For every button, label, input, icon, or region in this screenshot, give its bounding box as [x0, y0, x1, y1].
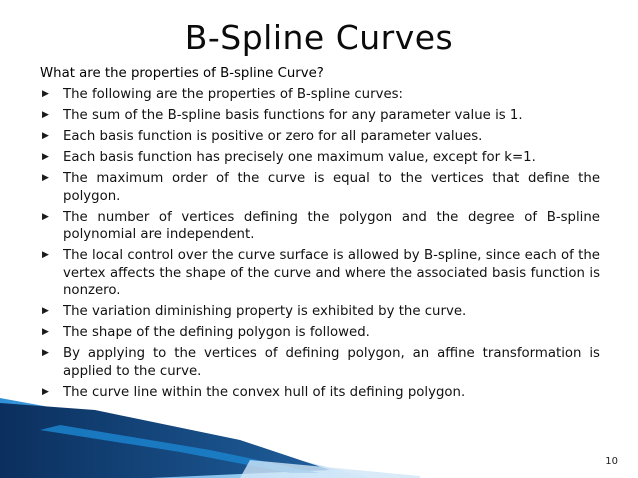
- bullet-arrow-icon: ▶: [42, 306, 49, 316]
- slide-subtitle: What are the properties of B-spline Curve?: [40, 66, 324, 81]
- bullet-text: By applying to the vertices of defining polygon, an affine transformation is applied to the curve.: [63, 346, 600, 379]
- bullet-arrow-icon: ▶: [42, 173, 49, 183]
- bullet-text: The maximum order of the curve is equal to the vertices that define the polygon.: [63, 171, 600, 204]
- bullet-text: The shape of the defining polygon is followed.: [63, 325, 370, 340]
- bullet-text: The local control over the curve surface is allowed by B-spline, since each of the vertex affects the shape of the curve and where the associated basis function is nonzero.: [63, 248, 600, 298]
- bullet-arrow-icon: ▶: [42, 348, 49, 358]
- bullet-text: The sum of the B-spline basis functions for any parameter value is 1.: [63, 108, 523, 123]
- bullet-arrow-icon: ▶: [42, 131, 49, 141]
- slide-title: B-Spline Curves: [184, 18, 454, 57]
- bullet-text: Each basis function is positive or zero for all parameter values.: [63, 129, 483, 144]
- corner-fade-shape: [240, 460, 420, 478]
- bullet-arrow-icon: ▶: [42, 211, 49, 222]
- bullet-arrow-icon: ▶: [42, 89, 49, 99]
- bullet-text: The following are the properties of B-spline curves:: [63, 87, 404, 102]
- page-number: 10: [605, 456, 618, 467]
- bullet-arrow-icon: ▶: [42, 250, 49, 260]
- bullet-arrow-icon: ▶: [42, 327, 49, 337]
- bullet-arrow-icon: ▶: [42, 110, 49, 120]
- bullet-text: The curve line within the convex hull of its defining polygon.: [63, 384, 466, 400]
- bullet-text: The number of vertices defining the polygon and the degree of B-spline polynomial are independent.: [63, 209, 600, 242]
- bullet-text: Each basis function has precisely one maximum value, except for k=1.: [63, 150, 536, 165]
- bullet-arrow-icon: ▶: [42, 386, 49, 397]
- bullet-text: The variation diminishing property is exhibited by the curve.: [63, 304, 467, 319]
- bullet-arrow-icon: ▶: [42, 152, 49, 162]
